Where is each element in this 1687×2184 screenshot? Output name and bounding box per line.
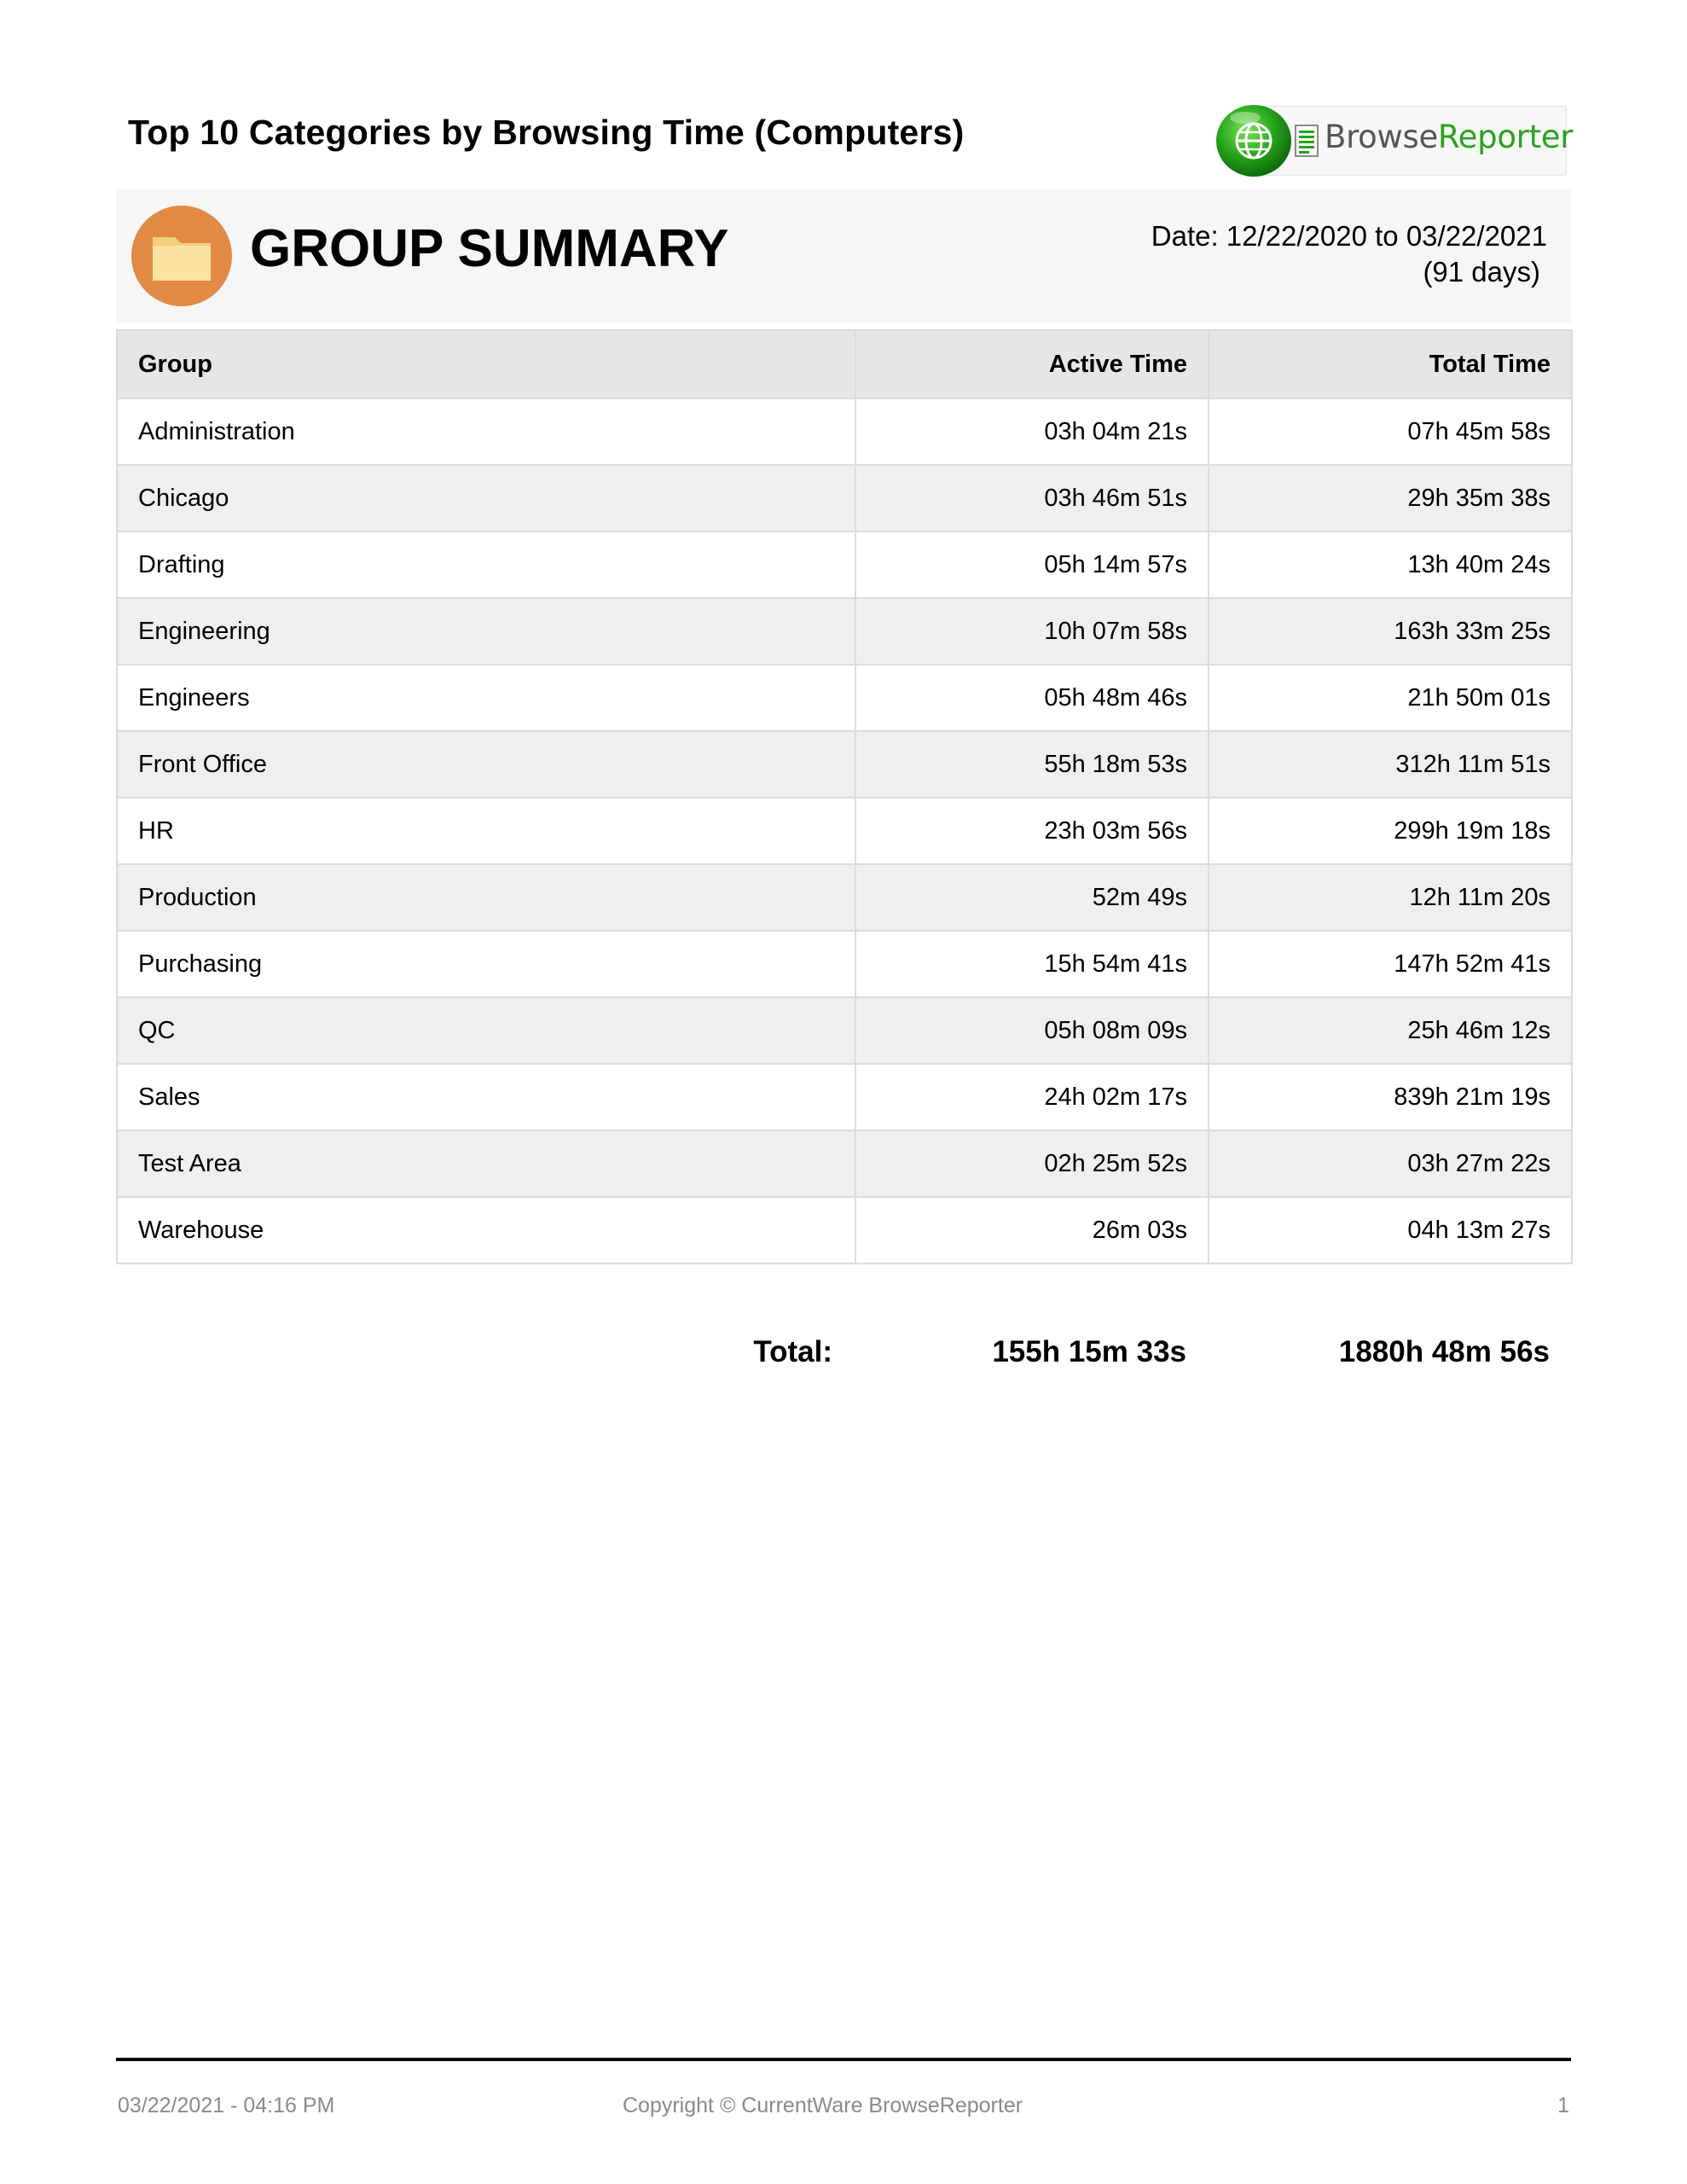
logo-wordmark: [1325, 119, 1573, 155]
cell-group: Front Office: [117, 731, 855, 798]
date-range-line: Date: 12/22/2020 to 03/22/2021: [1151, 220, 1547, 252]
cell-total-time: 25h 46m 12s: [1209, 997, 1572, 1064]
table-row: [117, 864, 1572, 931]
cell-active-time: 03h 46m 51s: [855, 465, 1209, 531]
footer-timestamp: 03/22/2021 - 04:16 PM: [118, 2094, 335, 2117]
cell-total-time: 147h 52m 41s: [1209, 931, 1572, 997]
cell-active-time: 05h 48m 46s: [855, 665, 1209, 731]
table-row: [117, 531, 1572, 598]
cell-total-time: 29h 35m 38s: [1209, 465, 1572, 531]
table-row: [117, 465, 1572, 531]
table-header-row: [117, 330, 1572, 398]
cell-total-time: 12h 11m 20s: [1209, 864, 1572, 931]
group-summary-banner: [116, 189, 1571, 322]
folder-icon: [130, 205, 233, 307]
footer-divider: [116, 2058, 1571, 2061]
cell-group: HR: [117, 798, 855, 864]
cell-total-time: 03h 27m 22s: [1209, 1130, 1572, 1197]
cell-active-time: 52m 49s: [855, 864, 1209, 931]
document-icon: [1295, 125, 1319, 157]
cell-active-time: 10h 07m 58s: [855, 598, 1209, 665]
cell-total-time: 21h 50m 01s: [1209, 665, 1572, 731]
footer-copyright: Copyright © CurrentWare BrowseReporter: [623, 2094, 1023, 2117]
cell-active-time: 24h 02m 17s: [855, 1064, 1209, 1130]
logo-word-browse: Browse: [1325, 119, 1438, 155]
cell-active-time: 03h 04m 21s: [855, 398, 1209, 465]
table-row: [117, 665, 1572, 731]
totals-total-time: 1880h 48m 56s: [1338, 1335, 1550, 1368]
report-title: Top 10 Categories by Browsing Time (Computers): [128, 113, 965, 152]
cell-group: Chicago: [117, 465, 855, 531]
totals-label: Total:: [753, 1335, 832, 1368]
cell-group: Warehouse: [117, 1197, 855, 1263]
table-row: [117, 798, 1572, 864]
group-summary-table: [116, 329, 1573, 1264]
table-row: [117, 1197, 1572, 1263]
cell-group: Test Area: [117, 1130, 855, 1197]
table-row: [117, 931, 1572, 997]
cell-total-time: 312h 11m 51s: [1209, 731, 1572, 798]
table-row: [117, 1064, 1572, 1130]
table-row: [117, 598, 1572, 665]
footer-page-number: 1: [1557, 2094, 1569, 2117]
cell-group: Engineers: [117, 665, 855, 731]
cell-total-time: 04h 13m 27s: [1209, 1197, 1572, 1263]
cell-group: Administration: [117, 398, 855, 465]
table-row: [117, 997, 1572, 1064]
cell-active-time: 55h 18m 53s: [855, 731, 1209, 798]
table-row: [117, 1130, 1572, 1197]
cell-total-time: 299h 19m 18s: [1209, 798, 1572, 864]
cell-active-time: 23h 03m 56s: [855, 798, 1209, 864]
table-row: [117, 398, 1572, 465]
cell-active-time: 05h 08m 09s: [855, 997, 1209, 1064]
browsereporter-logo: [1215, 102, 1574, 179]
logo-word-reporter: Reporter: [1437, 119, 1574, 155]
cell-total-time: 13h 40m 24s: [1209, 531, 1572, 598]
cell-group: Engineering: [117, 598, 855, 665]
table-body: [117, 398, 1572, 1263]
cell-active-time: 15h 54m 41s: [855, 931, 1209, 997]
cell-group: QC: [117, 997, 855, 1064]
column-header-active-time: Active Time: [855, 330, 1209, 398]
cell-active-time: 05h 14m 57s: [855, 531, 1209, 598]
cell-total-time: 07h 45m 58s: [1209, 398, 1572, 465]
date-range: [1151, 218, 1547, 290]
cell-active-time: 26m 03s: [855, 1197, 1209, 1263]
column-header-total-time: Total Time: [1209, 330, 1572, 398]
date-days-line: (91 days): [1423, 256, 1540, 288]
cell-total-time: 839h 21m 19s: [1209, 1064, 1572, 1130]
cell-group: Drafting: [117, 531, 855, 598]
cell-group: Sales: [117, 1064, 855, 1130]
group-summary-heading: GROUP SUMMARY: [250, 219, 729, 278]
cell-active-time: 02h 25m 52s: [855, 1130, 1209, 1197]
cell-group: Purchasing: [117, 931, 855, 997]
cell-group: Production: [117, 864, 855, 931]
globe-icon: [1215, 102, 1292, 179]
column-header-group: Group: [117, 330, 855, 398]
table-row: [117, 731, 1572, 798]
totals-row: [116, 1327, 1571, 1378]
cell-total-time: 163h 33m 25s: [1209, 598, 1572, 665]
totals-active-time: 155h 15m 33s: [992, 1335, 1186, 1368]
